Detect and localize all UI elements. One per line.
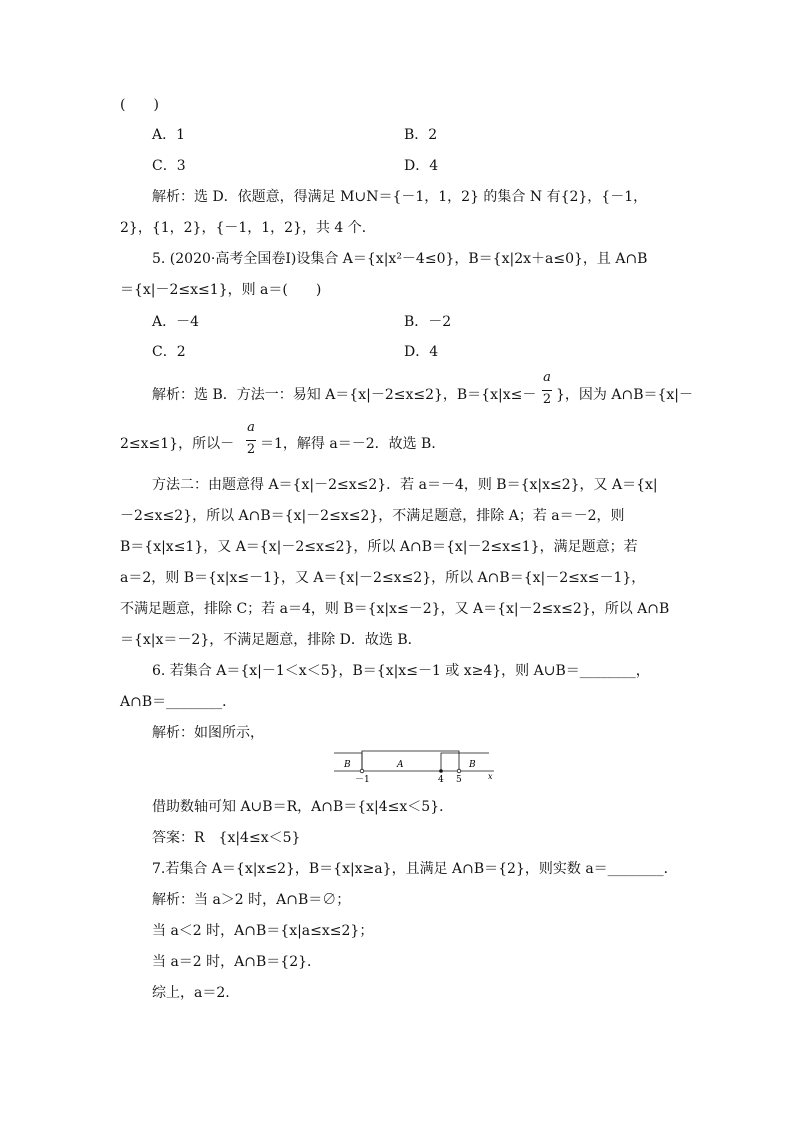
q5-frac1-bar — [542, 390, 552, 391]
q5-method1-line1b: }，因为 A∩B＝{x|－ — [556, 387, 694, 403]
label-b-right: B — [469, 760, 476, 770]
q5-option-d: D．4 — [404, 344, 439, 360]
q6-answer: 答案：R {x|4≤x＜5} — [152, 830, 301, 846]
q4-option-d: D．4 — [404, 158, 439, 174]
q5-method2-line2: －2≤x≤2}，所以 A∩B＝{x|－2≤x≤2}，不满足题意，排除 A；若 a＝－2，则 — [120, 508, 625, 524]
axis-label-x: x — [488, 772, 493, 781]
q5-option-b: B．－2 — [404, 314, 452, 330]
q4-paren: ( ) — [120, 97, 159, 113]
q6-stem-line1: 6. 若集合 A＝{x|－1＜x＜5}，B＝{x|x≤－1 或 x≥4}，则 A∪B＝________， — [152, 663, 650, 679]
q7-analysis-line4: 综上，a＝2. — [152, 985, 230, 1001]
q6-conclusion: 借助数轴可知 A∪B＝R，A∩B＝{x|4≤x＜5}． — [152, 799, 454, 815]
q5-option-a: A．－4 — [152, 314, 200, 330]
q5-method1-line1a: 解析：选 B．方法一：易知 A＝{x|－2≤x≤2}，B＝{x|x≤－ — [152, 387, 537, 403]
q7-analysis-line1: 解析：当 a＞2 时，A∩B＝∅； — [152, 892, 351, 908]
q5-method2-line4: a＝2，则 B＝{x|x≤－1}，又 A＝{x|－2≤x≤2}，所以 A∩B＝{x|－2≤x≤－1}， — [120, 570, 646, 586]
q4-option-b: B．2 — [404, 127, 438, 143]
q5-frac1-numerator: a — [543, 370, 551, 385]
q5-frac1-denominator: 2 — [542, 392, 552, 407]
q5-method1-line2b: ＝1，解得 a＝－2．故选 B． — [260, 436, 446, 452]
q5-stem-line2: ＝{x|－2≤x≤1}，则 a＝( ) — [120, 282, 322, 298]
q4-analysis-line2: 2}，{1，2}，{－1，1，2}，共 4 个． — [120, 220, 376, 236]
point-minus1 — [360, 769, 364, 773]
q4-option-c: C．3 — [152, 158, 186, 174]
q5-method2-line6: ＝{x|x＝－2}，不满足题意，排除 D．故选 B． — [120, 632, 422, 648]
q5-frac2-numerator: a — [247, 420, 255, 435]
label-a: A — [397, 760, 404, 770]
tick-label-4: 4 — [438, 775, 444, 785]
q5-option-c: C．2 — [152, 344, 186, 360]
set-a-bracket — [362, 751, 459, 771]
q5-method2-line3: B＝{x|x≤1}，又 A＝{x|－2≤x≤2}，所以 A∩B＝{x|－2≤x≤1}，满足题意；若 — [120, 539, 638, 555]
q5-method2-line5: 不满足题意，排除 C；若 a＝4，则 B＝{x|x≤－2}，又 A＝{x|－2≤x≤2}，所以 A∩B — [120, 601, 670, 617]
q4-option-a: A．1 — [152, 127, 186, 143]
q6-stem-line2: A∩B＝________． — [120, 694, 237, 710]
tick-label-5: 5 — [456, 775, 462, 785]
number-line-figure — [334, 749, 504, 785]
set-b-right-bracket — [441, 753, 489, 771]
tick-label-minus1: －1 — [355, 775, 370, 785]
q7-stem: 7.若集合 A＝{x|x≤2}，B＝{x|x≥a}，且满足 A∩B＝{2}，则实数 a＝________． — [152, 861, 678, 877]
q5-frac2-bar — [246, 440, 256, 441]
point-5 — [457, 769, 461, 773]
q5-method1-line2a: 2≤x≤1}，所以－ — [120, 436, 235, 452]
q5-method2-line1: 方法二：由题意得 A＝{x|－2≤x≤2}．若 a＝－4，则 B＝{x|x≤2}，又 A＝{x| — [152, 477, 658, 493]
point-4 — [439, 769, 443, 773]
q4-analysis-line1: 解析：选 D．依题意，得满足 M∪N＝{－1，1，2} 的集合 N 有{2}，{－1， — [152, 189, 648, 205]
q5-frac2-denominator: 2 — [246, 442, 256, 457]
q7-analysis-line2: 当 a＜2 时，A∩B＝{x|a≤x≤2}； — [152, 923, 374, 939]
q5-stem-line1: 5. (2020·高考全国卷Ⅰ)设集合 A＝{x|x²－4≤0}，B＝{x|2x＋a≤0}，且 A∩B — [152, 251, 648, 267]
label-b-left: B — [344, 760, 351, 770]
q6-analysis: 解析：如图所示， — [152, 725, 264, 741]
q7-analysis-line3: 当 a＝2 时，A∩B＝{2}． — [152, 954, 322, 970]
